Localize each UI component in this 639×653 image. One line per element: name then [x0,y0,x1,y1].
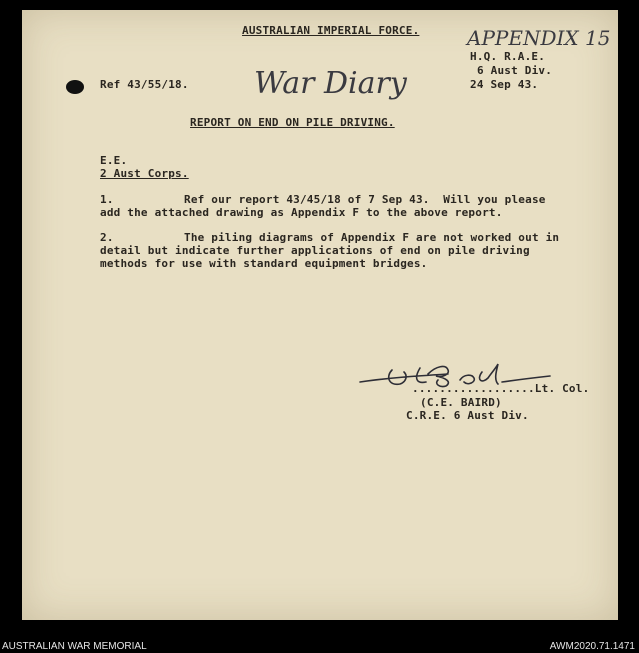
paragraph-1-number: 1. [100,193,114,206]
signer-name: (C.E. BAIRD) [420,396,502,409]
sender-line-2: 6 Aust Div. [477,64,553,77]
recipient-line-2: 2 Aust Corps. [100,167,189,180]
paragraph-2-number: 2. [100,231,114,244]
reference-number: Ref 43/55/18. [100,78,189,91]
signature-line: ..................Lt. Col. [412,382,590,395]
paragraph-1-line-1: Ref our report 43/45/18 of 7 Sep 43. Will you please [184,193,546,206]
punch-hole [66,80,84,94]
handwritten-note: War Diary [254,66,407,101]
document-title: REPORT ON END ON PILE DRIVING. [190,116,395,129]
footer-left: AUSTRALIAN WAR MEMORIAL [2,641,147,652]
paragraph-1-line-2: add the attached drawing as Appendix F to the above report. [100,206,503,219]
sender-line-1: H.Q. R.A.E. [470,50,546,63]
paragraph-2-line-3: methods for use with standard equipment bridges. [100,257,428,270]
sender-line-3: 24 Sep 43. [470,78,539,91]
signer-title: C.R.E. 6 Aust Div. [406,409,529,422]
paragraph-2-line-2: detail but indicate further applications of end on pile driving [100,244,530,257]
letterhead: AUSTRALIAN IMPERIAL FORCE. [242,24,420,37]
paragraph-2-line-1: The piling diagrams of Appendix F are not worked out in [184,231,560,244]
document-page [22,10,618,620]
recipient-line-1: E.E. [100,154,128,167]
appendix-annotation: APPENDIX 15 [467,26,611,50]
footer-right: AWM2020.71.1471 [549,641,635,652]
